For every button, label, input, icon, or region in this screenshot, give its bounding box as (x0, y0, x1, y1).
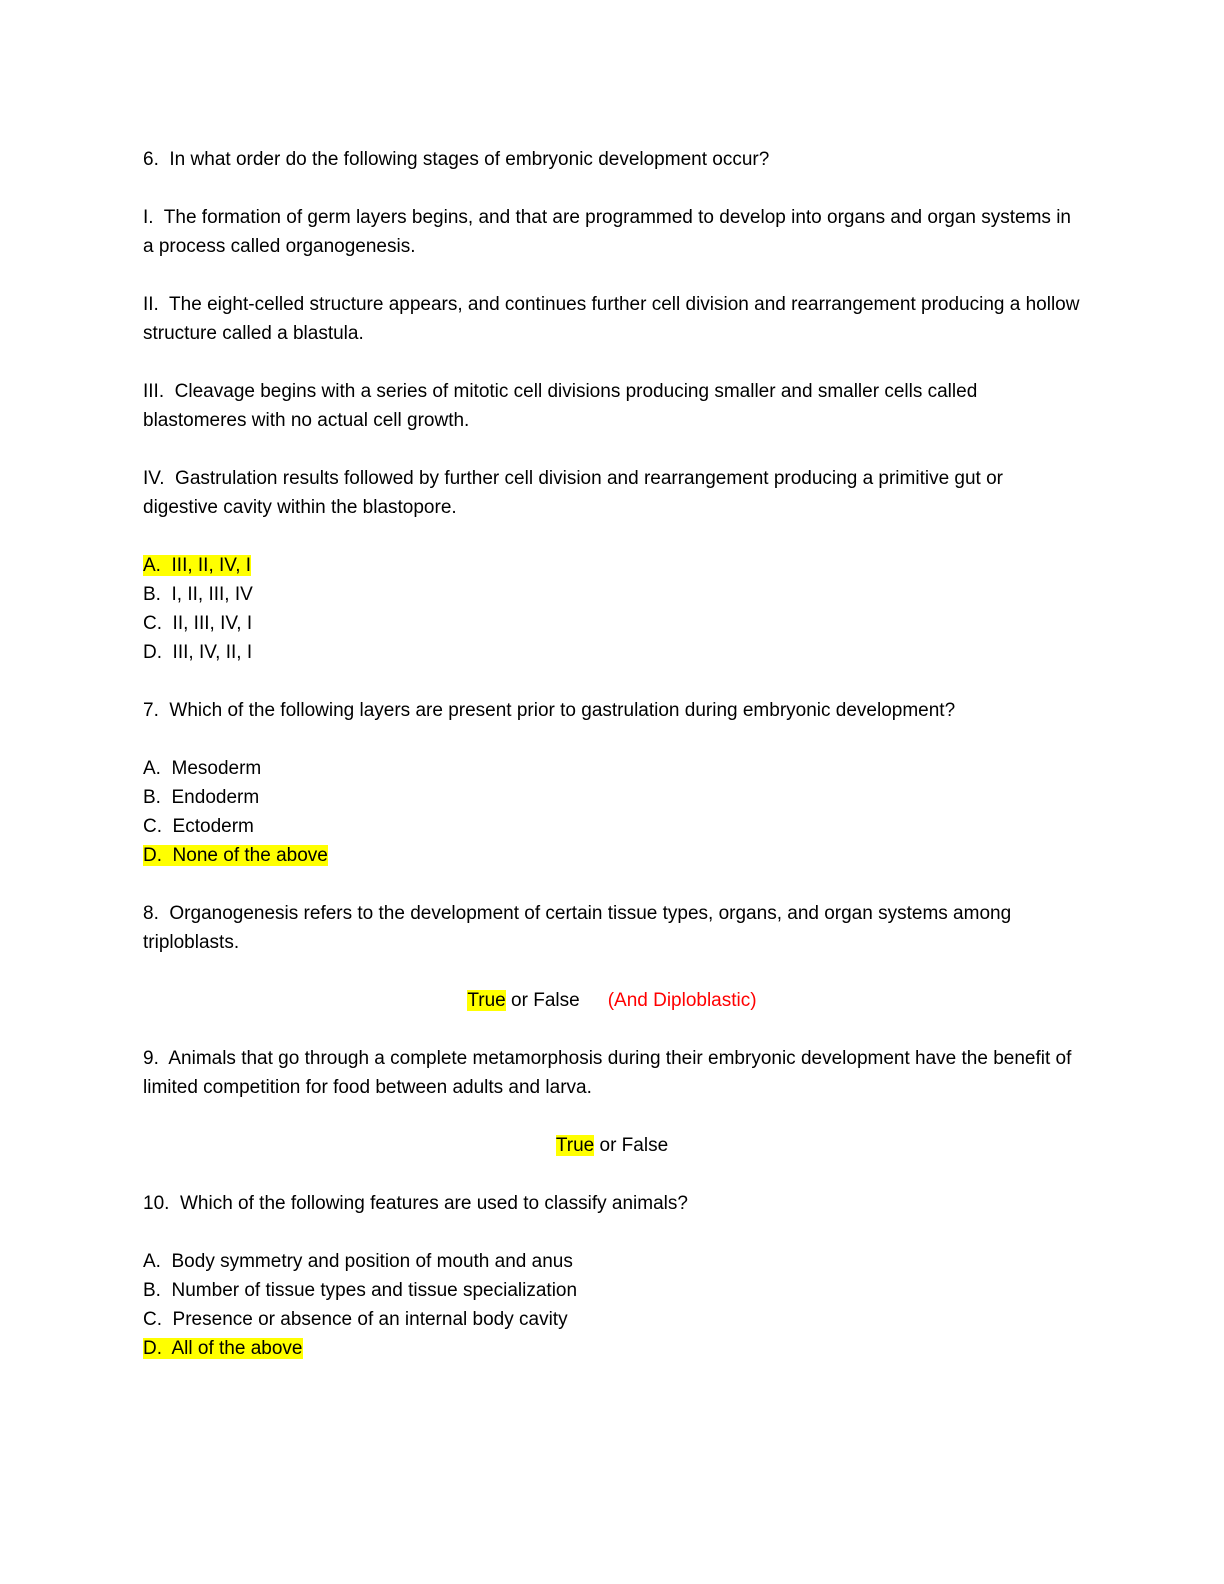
question-7 (143, 696, 1081, 870)
question-6-statement-i: I. The formation of germ layers begins, and that are programmed to develop into organs and organ systems in a process called organogenesis. (143, 207, 1077, 257)
option-text: A. Mesoderm (143, 758, 262, 779)
question-8-true-false-line (143, 986, 1081, 1015)
question-10-option-d (143, 1334, 1081, 1363)
question-7-option-b (143, 783, 1081, 812)
question-7-options (143, 754, 1081, 870)
question-6-statement-ii: II. The eight-celled structure appears, and continues further cell division and rearrangement producing a hollow structure called a blastula. (143, 294, 1085, 344)
option-text: C. Ectoderm (143, 816, 254, 837)
question-6-option-d (143, 638, 1081, 667)
or-false-text: or False (505, 990, 580, 1011)
question-6 (143, 145, 1085, 667)
option-text: B. Number of tissue types and tissue specialization (143, 1280, 578, 1301)
question-6-option-c (143, 609, 1081, 638)
question-7-option-c (143, 812, 1081, 841)
question-7-text: 7. Which of the following layers are present prior to gastrulation during embryonic development? (143, 700, 956, 721)
question-10-option-c (143, 1305, 1081, 1334)
question-7-option-a (143, 754, 1081, 783)
question-6-options (143, 551, 1081, 667)
option-text: C. Presence or absence of an internal body cavity (143, 1309, 568, 1330)
option-text: C. II, III, IV, I (143, 613, 253, 634)
or-false-text: or False (594, 1135, 669, 1156)
question-6-statement-iii: III. Cleavage begins with a series of mitotic cell divisions producing smaller and smaller cells called blastomeres with no actual cell growth. (143, 381, 983, 431)
question-8-text: 8. Organogenesis refers to the development of certain tissue types, organs, and organ systems among triploblasts. (143, 903, 1017, 953)
highlighted-answer: D. All of the above (143, 1338, 303, 1359)
question-6-option-b (143, 580, 1081, 609)
highlighted-answer: D. None of the above (143, 845, 328, 866)
question-9-text: 9. Animals that go through a complete metamorphosis during their embryonic development have the benefit of limited competition for food between adults and larva. (143, 1048, 1077, 1098)
question-8 (143, 899, 1081, 1015)
question-10-option-b (143, 1276, 1081, 1305)
highlighted-answer: A. III, II, IV, I (143, 555, 252, 576)
option-text: B. I, II, III, IV (143, 584, 253, 605)
question-6-text: 6. In what order do the following stages of embryonic development occur? (143, 149, 770, 170)
question-7-option-d (143, 841, 1081, 870)
question-10-text: 10. Which of the following features are used to classify animals? (143, 1193, 688, 1214)
option-text: B. Endoderm (143, 787, 260, 808)
question-10-option-a (143, 1247, 1081, 1276)
question-9 (143, 1044, 1081, 1160)
red-annotation: (And Diploblastic) (607, 990, 757, 1011)
option-text: D. III, IV, II, I (143, 642, 253, 663)
question-10-options (143, 1247, 1081, 1363)
question-9-true-false-line (143, 1131, 1081, 1160)
question-6-option-a (143, 551, 1081, 580)
option-text: A. Body symmetry and position of mouth and anus (143, 1251, 573, 1272)
question-6-statement-iv: IV. Gastrulation results followed by further cell division and rearrangement producing a primitive gut or digestive cavity within the blastopore. (143, 468, 1009, 518)
question-10 (143, 1189, 1081, 1363)
highlighted-answer-true: True (467, 990, 506, 1011)
highlighted-answer-true: True (555, 1135, 595, 1156)
